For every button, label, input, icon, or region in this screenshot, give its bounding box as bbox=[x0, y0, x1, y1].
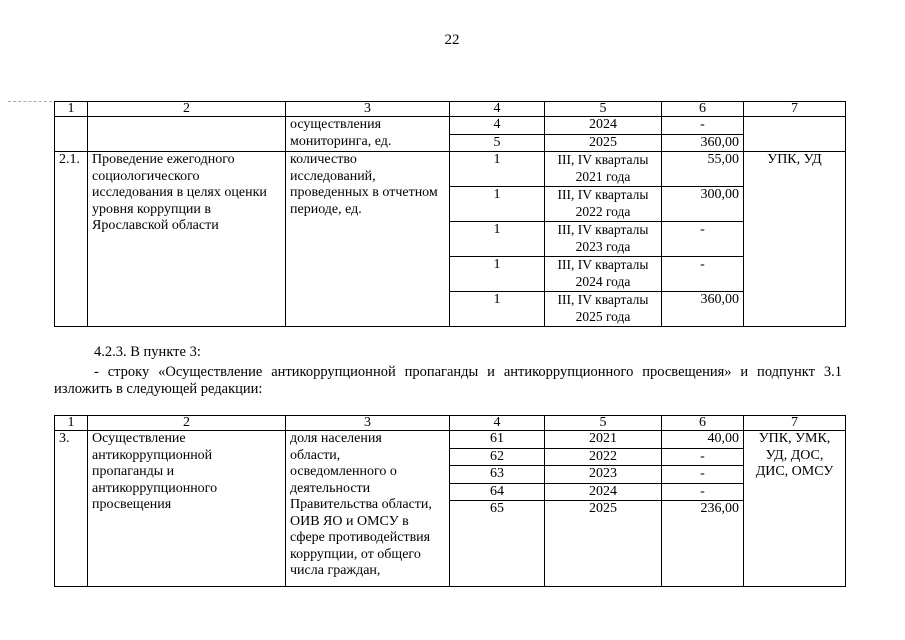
item-executors bbox=[744, 431, 846, 587]
header-cell: 7 bbox=[744, 102, 846, 117]
item-number: 3. bbox=[55, 431, 88, 587]
indicator-cell: осуществления bbox=[286, 117, 450, 135]
header-cell: 5 bbox=[545, 102, 662, 117]
paragraph-instruction-line2: изложить в следующей редакции: bbox=[54, 381, 263, 397]
year-cell: 2021 bbox=[545, 431, 662, 449]
paragraph-4-2-3: 4.2.3. В пункте 3: bbox=[94, 344, 201, 360]
header-cell: 6 bbox=[662, 416, 744, 431]
year-cell: 2025 bbox=[545, 134, 662, 152]
period-cell bbox=[545, 222, 662, 257]
period-year: 2025 года bbox=[575, 308, 631, 324]
indicator-line: осведомленного о bbox=[290, 464, 397, 479]
name-line: пропаганды и bbox=[92, 464, 175, 479]
year-cell: 2024 bbox=[545, 483, 662, 501]
amount-cell: - bbox=[662, 222, 744, 257]
header-cell: 3 bbox=[286, 102, 450, 117]
indicator-line: числа граждан, bbox=[290, 563, 381, 578]
measures-table-2 bbox=[54, 415, 846, 587]
amount-cell: - bbox=[662, 483, 744, 501]
table-row bbox=[55, 152, 846, 187]
period-text: III, IV кварталы bbox=[557, 187, 649, 202]
period-year: 2023 года bbox=[575, 238, 631, 254]
page-number: 22 bbox=[444, 32, 460, 48]
value-cell: 1 bbox=[450, 222, 545, 257]
period-cell bbox=[545, 187, 662, 222]
value-cell: 63 bbox=[450, 466, 545, 484]
header-cell: 7 bbox=[744, 416, 846, 431]
header-cell: 3 bbox=[286, 416, 450, 431]
period-cell bbox=[545, 292, 662, 327]
period-year: 2022 года bbox=[575, 203, 631, 219]
item-indicator bbox=[286, 431, 450, 587]
amount-cell: 236,00 bbox=[662, 501, 744, 587]
table-row bbox=[55, 431, 846, 449]
period-cell bbox=[545, 152, 662, 187]
table-row bbox=[55, 117, 846, 135]
table-header-row bbox=[55, 102, 846, 117]
header-cell: 1 bbox=[55, 102, 88, 117]
amount-cell: - bbox=[662, 466, 744, 484]
item-number: 2.1. bbox=[55, 152, 88, 327]
period-year: 2024 года bbox=[575, 273, 631, 289]
period-text: III, IV кварталы bbox=[557, 152, 649, 167]
amount-cell: - bbox=[662, 257, 744, 292]
year-cell: 2022 bbox=[545, 448, 662, 466]
amount-cell: 360,00 bbox=[662, 292, 744, 327]
year-cell: 2025 bbox=[545, 501, 662, 587]
period-text: III, IV кварталы bbox=[557, 257, 649, 272]
value-cell: 1 bbox=[450, 257, 545, 292]
header-cell: 4 bbox=[450, 102, 545, 117]
period-cell bbox=[545, 257, 662, 292]
name-line: Осуществление bbox=[92, 431, 186, 446]
value-cell: 4 bbox=[450, 117, 545, 135]
value-cell: 1 bbox=[450, 292, 545, 327]
name-line: просвещения bbox=[92, 497, 172, 512]
indicator-line: области, bbox=[290, 447, 341, 463]
executors-cell bbox=[744, 117, 846, 152]
num-cell bbox=[55, 117, 88, 152]
value-cell: 62 bbox=[450, 448, 545, 466]
scan-artifact-line bbox=[8, 101, 52, 102]
name-cell bbox=[88, 117, 286, 152]
indicator-cell: мониторинга, ед. bbox=[286, 134, 450, 152]
amount-cell: - bbox=[662, 448, 744, 466]
value-cell: 1 bbox=[450, 152, 545, 187]
value-cell: 1 bbox=[450, 187, 545, 222]
year-cell: 2024 bbox=[545, 117, 662, 135]
executors-line: УПК, УМК, bbox=[758, 431, 831, 446]
amount-cell: 55,00 bbox=[662, 152, 744, 187]
year-cell: 2023 bbox=[545, 466, 662, 484]
name-line: антикоррупционного bbox=[92, 480, 218, 496]
header-cell: 6 bbox=[662, 102, 744, 117]
value-cell: 5 bbox=[450, 134, 545, 152]
amount-cell: - bbox=[662, 117, 744, 135]
indicator-line: ОИВ ЯО и ОМСУ в bbox=[290, 513, 409, 529]
amount-cell: 300,00 bbox=[662, 187, 744, 222]
table-header-row bbox=[55, 416, 846, 431]
value-cell: 65 bbox=[450, 501, 545, 587]
indicator-line: Правительства области, bbox=[290, 497, 432, 512]
item-name bbox=[88, 431, 286, 587]
period-year: 2021 года bbox=[575, 168, 631, 184]
value-cell: 61 bbox=[450, 431, 545, 449]
measures-table-1 bbox=[54, 101, 846, 327]
header-cell: 2 bbox=[88, 416, 286, 431]
indicator-line: деятельности bbox=[290, 480, 371, 496]
amount-cell: 360,00 bbox=[662, 134, 744, 152]
item-executors: УПК, УД bbox=[744, 152, 846, 327]
header-cell: 5 bbox=[545, 416, 662, 431]
paragraph-instruction-line1: - строку «Осуществление антикоррупционной пропаганды и антикоррупционного просвещения» и подпункт 3.1 bbox=[94, 364, 842, 380]
period-text: III, IV кварталы bbox=[557, 292, 649, 307]
period-text: III, IV кварталы bbox=[557, 222, 649, 237]
header-cell: 2 bbox=[88, 102, 286, 117]
name-line: антикоррупционной bbox=[92, 447, 213, 463]
indicator-line: сфере противодействия bbox=[290, 530, 431, 545]
amount-cell: 40,00 bbox=[662, 431, 744, 449]
indicator-line: доля населения bbox=[290, 431, 382, 446]
indicator-line: коррупции, от общего bbox=[290, 546, 421, 562]
value-cell: 64 bbox=[450, 483, 545, 501]
item-name: Проведение ежегодного социологического исследования в целях оценки уровня коррупции в Ярославской области bbox=[88, 152, 286, 327]
item-indicator: количество исследований, проведенных в отчетном периоде, ед. bbox=[286, 152, 450, 327]
executors-line: ДИС, ОМСУ bbox=[755, 464, 834, 479]
header-cell: 4 bbox=[450, 416, 545, 431]
executors-line: УД, ДОС, bbox=[765, 447, 824, 463]
header-cell: 1 bbox=[55, 416, 88, 431]
